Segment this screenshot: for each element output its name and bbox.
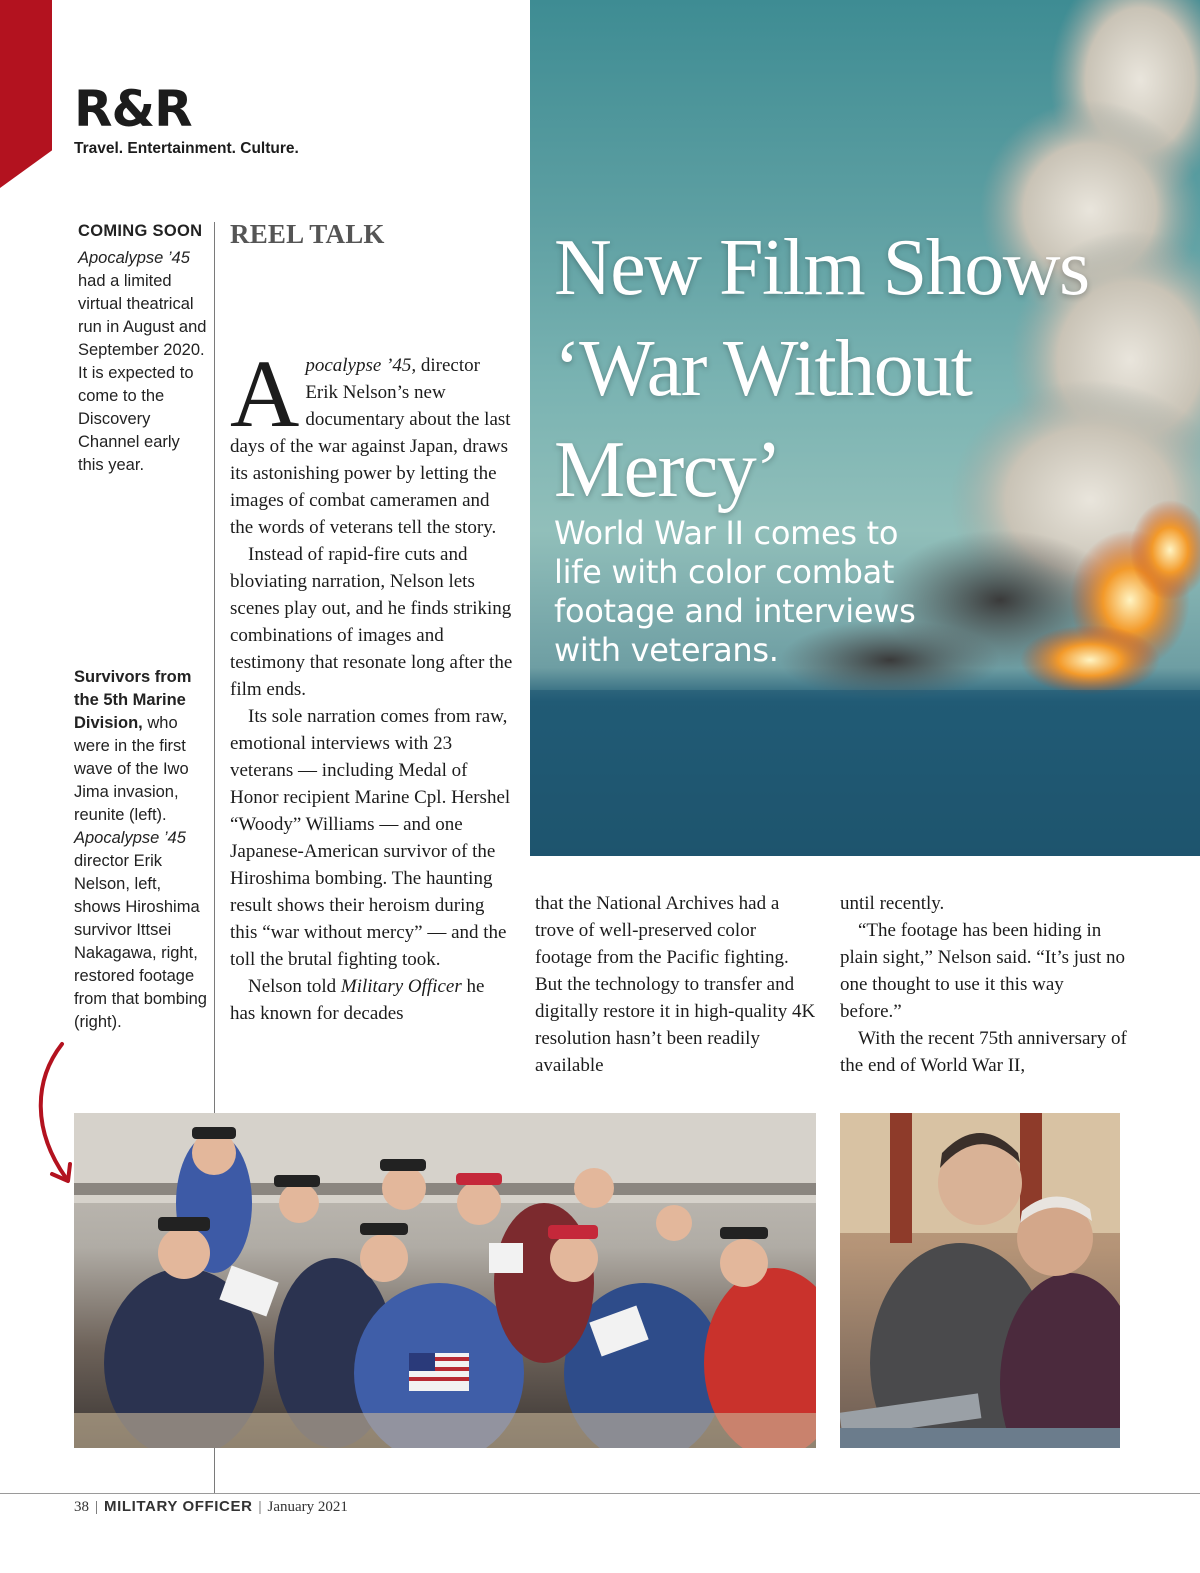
body-paragraph: With the recent 75th anniversary of the end of World War II,	[840, 1028, 1127, 1076]
veterans-group-illustration	[74, 1113, 816, 1448]
footer-separator: |	[258, 1499, 262, 1515]
film-title: pocalypse ’45,	[305, 355, 417, 376]
section-title: R&R	[74, 80, 192, 138]
paragraph-text: he has known for decades	[230, 976, 485, 1024]
page-footer	[74, 1498, 348, 1516]
body-column-1	[230, 340, 514, 1027]
body-paragraph	[230, 973, 514, 1027]
caption-text-1: who were in the first wave of the Iwo Jima invasion, reunite (left).	[74, 714, 189, 824]
body-paragraph: “The footage has been hiding in plain sight,” Nelson said. “It’s just no one thought to use it this way before.”	[840, 920, 1125, 1022]
body-paragraph: Instead of rapid-fire cuts and bloviating narration, Nelson lets scenes play out, and he finds striking combinations of images and testimony that resonate long after the film ends.	[230, 544, 513, 700]
issue-date: January 2021	[267, 1499, 348, 1515]
nelson-nakagawa-photo	[840, 1113, 1120, 1448]
article-dek: World War II comes to life with color combat footage and interviews with veterans.	[554, 514, 916, 669]
footer-separator: |	[95, 1499, 99, 1515]
drop-cap: A	[230, 340, 300, 447]
paragraph-text: director Erik Nelson’s new documentary about the last days of the war against Japan, draws its astonishing power by letting the images of combat cameramen and the words of veterans tell the story.	[230, 355, 511, 538]
page-number: 38	[74, 1499, 89, 1515]
article-headline: New Film Shows ‘War Without Mercy’	[554, 224, 1089, 514]
paragraph-text: Nelson told	[248, 976, 341, 997]
coming-soon-box	[78, 220, 208, 477]
veterans-reunion-photo	[74, 1113, 816, 1448]
caption-text-2: director Erik Nelson, left, shows Hiroshima survivor Ittsei Nakagawa, right, restored footage from that bombing (right).	[74, 852, 207, 1031]
coming-soon-kicker: COMING SOON	[78, 222, 203, 240]
body-paragraph: until recently.	[840, 893, 945, 914]
magazine-title: Military Officer	[340, 976, 462, 997]
coming-soon-text: had a limited virtual theatrical run in August and September 2020. It is expected to come to the Discovery Channel early this year.	[78, 272, 207, 474]
coming-soon-title: Apocalypse ’45	[78, 249, 190, 267]
body-paragraph	[230, 340, 514, 541]
body-column-3	[840, 890, 1130, 1079]
department-label: REEL TALK	[230, 219, 385, 249]
caption-film-title: Apocalypse ’45	[74, 829, 186, 847]
body-paragraph: Its sole narration comes from raw, emotional interviews with 23 veterans — including Medal of Honor recipient Marine Cpl. Hershel “Woody” Williams — and one Japanese-American survivor of the Hiroshima bombing. The haunting result shows their heroism during this “war without mercy” — and the toll the brutal fighting took.	[230, 706, 511, 970]
footer-rule	[0, 1493, 1200, 1494]
magazine-name: MILITARY OFFICER	[104, 1498, 253, 1515]
caption-lead: Survivors from the 5th Marine Division,	[74, 668, 192, 732]
two-men-laptop-illustration	[840, 1113, 1120, 1448]
section-color-tab	[0, 0, 52, 188]
section-tagline: Travel. Entertainment. Culture.	[74, 140, 299, 157]
photo-caption	[74, 666, 208, 1034]
body-column-2	[535, 890, 817, 1079]
body-paragraph: that the National Archives had a trove of well-preserved color footage from the Pacific fighting. But the technology to transfer and digitally restore it in high-quality 4K resolution hasn’t been readily available	[535, 893, 816, 1076]
